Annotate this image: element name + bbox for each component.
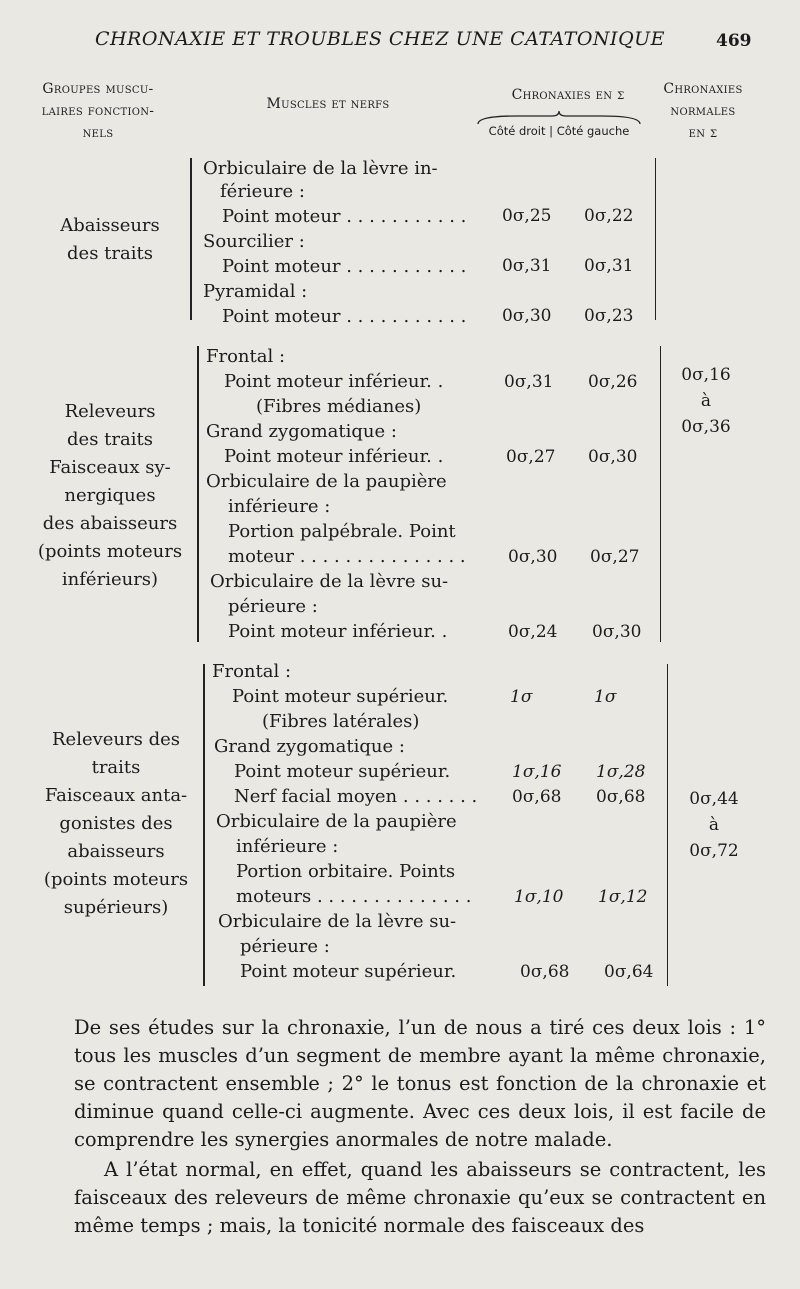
col-header-separator: | <box>549 124 554 138</box>
value-droit: 0σ,24 <box>508 622 558 642</box>
body-text <box>74 1014 766 1240</box>
paragraph: De ses études sur la chronaxie, l’un de nous a tiré ces deux lois : 1° tous les muscles d’un segment de membre ayant la même chronaxie, se contractent ensemble ; 2° le tonus est fonction de la chronaxie et diminue quand celle-ci augmente. Avec ces deux lois, il est facile de comprendre les synergies anormales de notre malade. <box>74 1016 766 1151</box>
muscle-line: Portion orbitaire. Points <box>236 861 456 882</box>
value-droit: 1σ,10 <box>514 887 564 907</box>
muscle-line: Point moteur supérieur. <box>234 761 451 782</box>
group1-right-rule <box>655 158 656 320</box>
muscle-line: Orbiculaire de la lèvre in- <box>203 158 438 179</box>
group1-brace <box>190 158 192 320</box>
value-gauche: 0σ,26 <box>588 372 638 392</box>
col-header-normales: Chronaxies normales en σ <box>663 81 743 141</box>
muscle-line: Sourcilier : <box>203 231 305 252</box>
col-header-droit: Côté droit <box>488 124 546 138</box>
col-header-gauche: Côté gauche <box>556 124 630 138</box>
value-gauche: 0σ,22 <box>584 206 634 226</box>
value-gauche: 0σ,68 <box>596 787 646 807</box>
muscle-line: Point moteur . . . . . . . . . . . <box>222 306 467 327</box>
value-droit: 1σ <box>510 687 533 707</box>
group3-right-rule <box>667 664 668 986</box>
value-gauche: 1σ,28 <box>596 762 646 782</box>
muscle-line: Point moteur . . . . . . . . . . . <box>222 206 467 227</box>
col-header-chronaxies: Chronaxies en σ <box>511 87 625 103</box>
group-label-abaisseurs: Abaisseurs des traits <box>60 215 160 264</box>
group3-brace <box>203 664 205 986</box>
muscle-line: Point moteur inférieur. . <box>224 371 444 392</box>
value-gauche: 0σ,31 <box>584 256 634 276</box>
value-droit: 0σ,30 <box>508 547 558 567</box>
value-droit: 0σ,30 <box>502 306 552 326</box>
value-gauche: 1σ,12 <box>598 887 648 907</box>
group-label-releveurs-synergiques: Releveurs des traits Faisceaux sy- nergiques des abaisseurs (points moteurs inférieurs) <box>37 401 183 590</box>
group-label-releveurs-antagonistes: Releveurs des traits Faisceaux anta- gonistes des abaisseurs (points moteurs supérieurs) <box>43 729 189 918</box>
muscle-line: moteur . . . . . . . . . . . . . . . <box>228 546 466 567</box>
muscle-line: Orbiculaire de la lèvre su- <box>210 571 449 592</box>
muscle-line: Point moteur inférieur. . <box>228 621 448 642</box>
value-droit: 0σ,68 <box>520 962 570 982</box>
value-droit: 0σ,31 <box>504 372 554 392</box>
muscle-line: (Fibres latérales) <box>262 711 420 732</box>
group2-brace <box>197 346 199 642</box>
muscle-line: Nerf facial moyen . . . . . . . <box>234 786 478 807</box>
muscle-line: (Fibres médianes) <box>256 396 422 417</box>
page-number: 469 <box>716 31 752 51</box>
normal-range-antagonistes: 0σ,44 à 0σ,72 <box>689 789 739 861</box>
muscle-line: Point moteur inférieur. . <box>224 446 444 467</box>
value-droit: 0σ,68 <box>512 787 562 807</box>
col-header-muscles: Muscles et nerfs <box>266 96 390 112</box>
paragraph: A l’état normal, en effet, quand les abaisseurs se contractent, les faisceaux des releveurs de même chronaxie qu’eux se contractent en même temps ; mais, la tonicité normale des faisceaux des <box>74 1158 766 1237</box>
muscle-line: Grand zygomatique : <box>206 421 397 442</box>
col-header-groups: Groupes muscu- laires fonction- nels <box>41 81 155 141</box>
muscle-line: périeure : <box>240 936 330 957</box>
value-gauche: 0σ,23 <box>584 306 634 326</box>
value-gauche: 1σ <box>594 687 617 707</box>
value-droit: 0σ,25 <box>502 206 552 226</box>
muscle-line: Pyramidal : <box>203 281 308 302</box>
running-header: CHRONAXIE ET TROUBLES CHEZ UNE CATATONIQUE <box>94 28 666 50</box>
muscle-line: périeure : <box>228 596 318 617</box>
muscle-line: Frontal : <box>206 346 286 367</box>
value-droit: 0σ,31 <box>502 256 552 276</box>
muscle-line: Portion palpébrale. Point <box>228 521 456 542</box>
muscle-line: férieure : <box>220 181 305 202</box>
muscle-line: inférieure : <box>228 496 331 517</box>
value-gauche: 0σ,30 <box>592 622 642 642</box>
value-gauche: 0σ,27 <box>590 547 640 567</box>
muscle-line: Orbiculaire de la lèvre su- <box>218 911 457 932</box>
muscle-line: Orbiculaire de la paupière <box>206 471 447 492</box>
muscle-line: inférieure : <box>236 836 339 857</box>
value-gauche: 0σ,30 <box>588 447 638 467</box>
muscle-line: Point moteur supérieur. <box>232 686 449 707</box>
value-droit: 1σ,16 <box>512 762 562 782</box>
normal-range-synergiques: 0σ,16 à 0σ,36 <box>681 365 731 437</box>
muscle-line: moteurs . . . . . . . . . . . . . . <box>236 886 472 907</box>
muscle-line: Point moteur . . . . . . . . . . . <box>222 256 467 277</box>
value-droit: 0σ,27 <box>506 447 556 467</box>
group2-right-rule <box>660 346 661 642</box>
muscle-line: Grand zygomatique : <box>214 736 405 757</box>
muscle-line: Frontal : <box>212 661 292 682</box>
muscle-line: Orbiculaire de la paupière <box>216 811 457 832</box>
value-gauche: 0σ,64 <box>604 962 654 982</box>
col-header-sides <box>476 124 642 138</box>
muscle-line: Point moteur supérieur. <box>240 961 457 982</box>
